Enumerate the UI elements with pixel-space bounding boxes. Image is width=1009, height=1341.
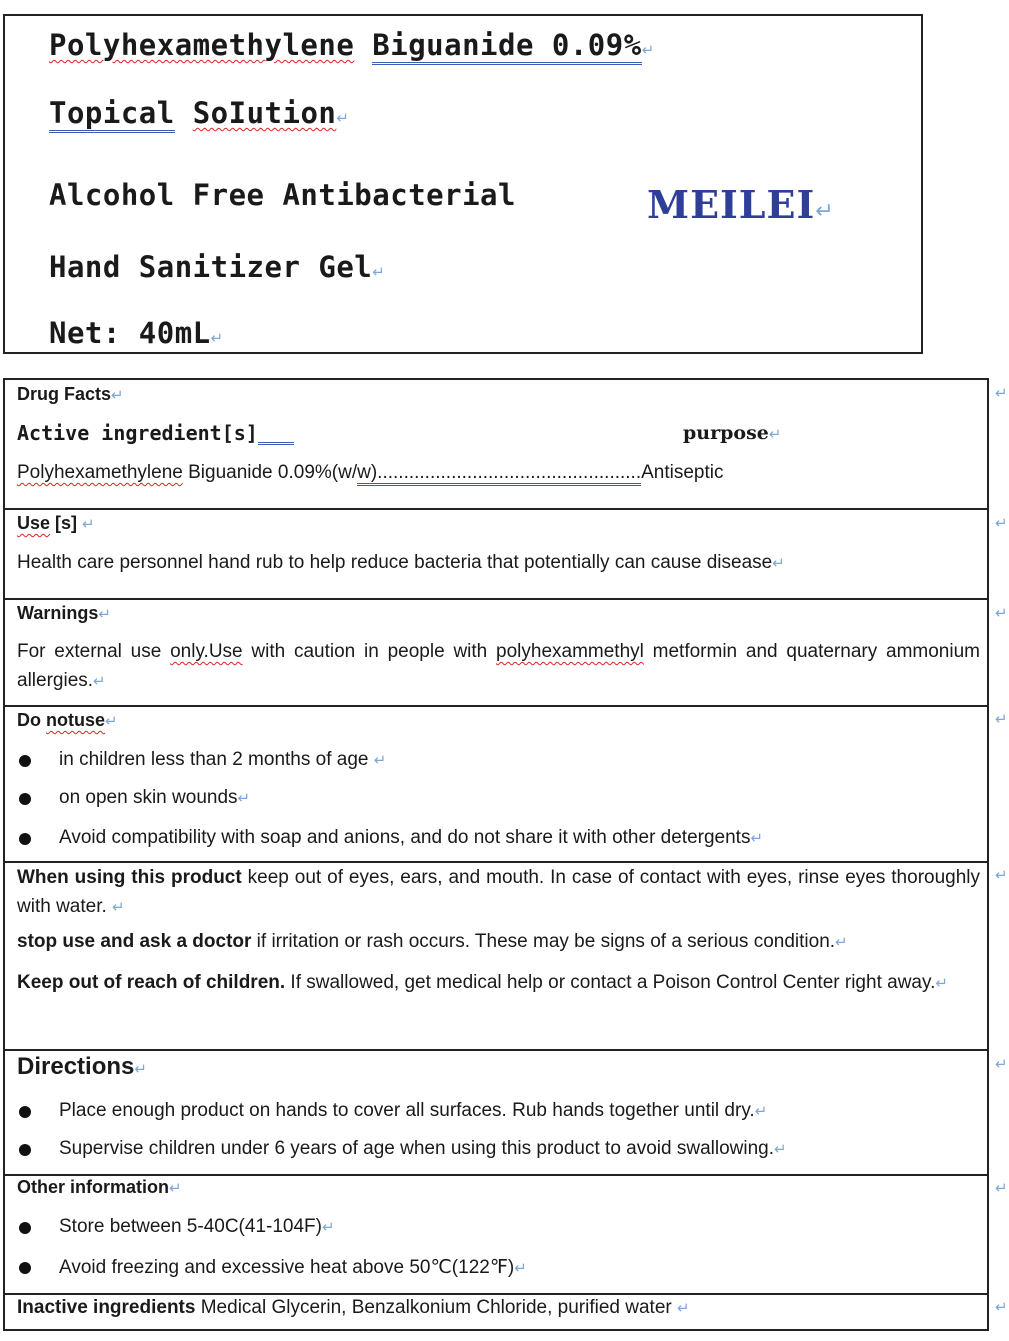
do-not-use-text: notuse: [46, 710, 106, 730]
section-divider: [5, 508, 987, 510]
section-divider: [5, 598, 987, 600]
brand-text: MEILEI: [647, 182, 816, 227]
row-end-mark: ↵: [995, 384, 1008, 402]
section-divider: [5, 705, 987, 707]
list-item-text: on open skin wounds: [59, 787, 238, 808]
return-mark: ↵: [93, 672, 106, 690]
row-end-mark: ↵: [995, 1179, 1008, 1197]
inactive-ingredients-heading: Inactive ingredients: [17, 1297, 196, 1318]
label-net-line: [49, 316, 224, 350]
list-item: [59, 1216, 335, 1238]
label-name: Polyhexamethylene: [49, 28, 355, 62]
bullet-icon: [19, 1262, 31, 1274]
uses-text: [17, 552, 785, 574]
row-end-mark: ↵: [995, 514, 1008, 532]
label-net-text: Net: 40mL: [49, 316, 211, 350]
row-end-mark: ↵: [995, 604, 1008, 622]
drug-facts-heading: [17, 384, 124, 405]
list-item-text: Avoid freezing and excessive heat above 50℃(122℉): [59, 1257, 515, 1278]
leader-dots: ..................................................: [377, 462, 641, 486]
return-mark: ↵: [768, 425, 782, 443]
row-end-mark: ↵: [995, 710, 1008, 728]
row-end-mark: ↵: [995, 1055, 1008, 1073]
section-divider: [5, 1293, 987, 1295]
active-ingredient-name: Polyhexamethylene: [17, 462, 183, 483]
row-end-mark: ↵: [995, 1298, 1008, 1316]
uses-heading-text: Use: [17, 513, 51, 533]
list-item-text: Supervise children under 6 years of age when using this product to avoid swallowing.: [59, 1138, 775, 1159]
list-item: [59, 749, 386, 771]
drug-facts-text: Drug Facts: [17, 384, 112, 404]
return-mark: ↵: [373, 751, 387, 769]
label-form-topical: Topical: [49, 96, 175, 133]
warnings-part: polyhexammethyl: [496, 641, 644, 662]
warnings-part: only.Use: [170, 641, 243, 662]
return-mark: ↵: [134, 1060, 147, 1078]
list-item: [59, 1138, 787, 1160]
row-end-mark: ↵: [995, 866, 1008, 884]
list-item-text: Place enough product on hands to cover all surfaces. Rub hands together until dry.: [59, 1100, 755, 1121]
return-mark: ↵: [754, 1102, 768, 1120]
bullet-icon: [19, 755, 31, 767]
stop-use-heading: stop use and ask a doctor: [17, 931, 252, 952]
active-ingredient-unit: w): [357, 462, 377, 486]
purpose-heading: [683, 422, 781, 444]
uses-heading: [17, 513, 95, 534]
return-mark: ↵: [237, 789, 251, 807]
when-using-text: [17, 863, 980, 922]
return-mark: ↵: [835, 933, 848, 951]
warnings-text: [17, 637, 980, 696]
label-concentration: Biguanide 0.09%: [372, 28, 641, 65]
return-mark: ↵: [372, 263, 386, 281]
section-divider: [5, 1049, 987, 1051]
label-title-line: [49, 28, 655, 62]
label-form-solution: SoIution: [192, 96, 337, 130]
do-not-use-heading: [17, 710, 118, 731]
product-label-box: [3, 14, 923, 354]
list-item: [59, 1256, 527, 1279]
do-not-use-text: Do: [17, 710, 46, 730]
active-ingredient-row: [17, 462, 724, 484]
stop-use-text: [17, 931, 848, 953]
label-product-line: [49, 250, 385, 284]
return-mark: ↵: [641, 41, 655, 59]
list-item-text: Store between 5-40C(41-104F): [59, 1216, 322, 1237]
warnings-heading: [17, 603, 111, 624]
uses-heading-suffix: [s]: [50, 513, 78, 533]
list-item: [59, 787, 250, 809]
bullet-icon: [19, 1222, 31, 1234]
directions-heading-text: Directions: [17, 1053, 135, 1080]
drug-facts-table: [3, 378, 1008, 1331]
return-mark: ↵: [105, 712, 118, 730]
other-info-heading: [17, 1177, 182, 1198]
active-ingredient-concentration: Biguanide 0.09%(w/: [182, 462, 358, 483]
section-divider: [5, 1174, 987, 1176]
purpose-heading-text: purpose: [683, 422, 769, 444]
return-mark: ↵: [677, 1299, 690, 1317]
active-ingredient-heading: [17, 421, 294, 445]
label-product-text: Hand Sanitizer Gel: [49, 250, 373, 284]
warnings-part: metformin and quaternary ammonium allergies.: [17, 641, 980, 691]
label-form-line: [49, 96, 349, 130]
return-mark: ↵: [169, 1179, 182, 1197]
list-item-text: in children less than 2 months of age: [59, 749, 369, 770]
list-item: [59, 1100, 767, 1122]
directions-heading: [17, 1053, 147, 1081]
inactive-ingredients-body: Medical Glycerin, Benzalkonium Chloride, purified water: [195, 1297, 672, 1318]
uses-text-content: Health care personnel hand rub to help reduce bacteria that potentially can cause disease: [17, 552, 773, 573]
inactive-ingredients-text: [17, 1297, 690, 1319]
return-mark: ↵: [82, 515, 95, 533]
underline-mark: [258, 442, 294, 445]
return-mark: ↵: [772, 554, 785, 572]
brand-name: [647, 182, 835, 227]
stop-use-body: if irritation or rash occurs. These may be signs of a serious condition.: [251, 931, 836, 952]
warnings-part: with caution in people with: [242, 641, 497, 662]
return-mark: ↵: [514, 1259, 527, 1277]
warnings-part: For external use: [17, 641, 171, 662]
return-mark: ↵: [336, 109, 350, 127]
list-item-text: Avoid compatibility with soap and anions, and do not share it with other detergents: [59, 827, 751, 848]
keep-out-heading: Keep out of reach of children.: [17, 972, 286, 993]
when-using-heading: When using this product: [17, 867, 242, 888]
return-mark: ↵: [112, 898, 125, 916]
label-description-line: Alcohol Free Antibacterial: [49, 178, 516, 212]
return-mark: ↵: [935, 974, 948, 992]
return-mark: ↵: [774, 1140, 787, 1158]
return-mark: ↵: [98, 605, 111, 623]
keep-out-text: [17, 966, 980, 1000]
return-mark: ↵: [815, 199, 835, 224]
bullet-icon: [19, 833, 31, 845]
active-ingredient-purpose: Antiseptic: [641, 462, 724, 483]
bullet-icon: [19, 1144, 31, 1156]
list-item: [59, 827, 763, 849]
when-using-body: keep out of eyes, ears, and mouth. In case of contact with eyes, rinse eyes thoroughly with water.: [17, 867, 981, 917]
active-heading-text: Active ingredient[s]: [17, 421, 258, 445]
return-mark: ↵: [210, 329, 224, 347]
return-mark: ↵: [111, 386, 124, 404]
keep-out-body: If swallowed, get medical help or contact a Poison Control Center right away.: [285, 972, 936, 993]
other-info-heading-text: Other information: [17, 1177, 169, 1197]
return-mark: ↵: [750, 829, 764, 847]
return-mark: ↵: [321, 1218, 335, 1236]
bullet-icon: [19, 793, 31, 805]
warnings-heading-text: Warnings: [17, 603, 99, 623]
bullet-icon: [19, 1106, 31, 1118]
